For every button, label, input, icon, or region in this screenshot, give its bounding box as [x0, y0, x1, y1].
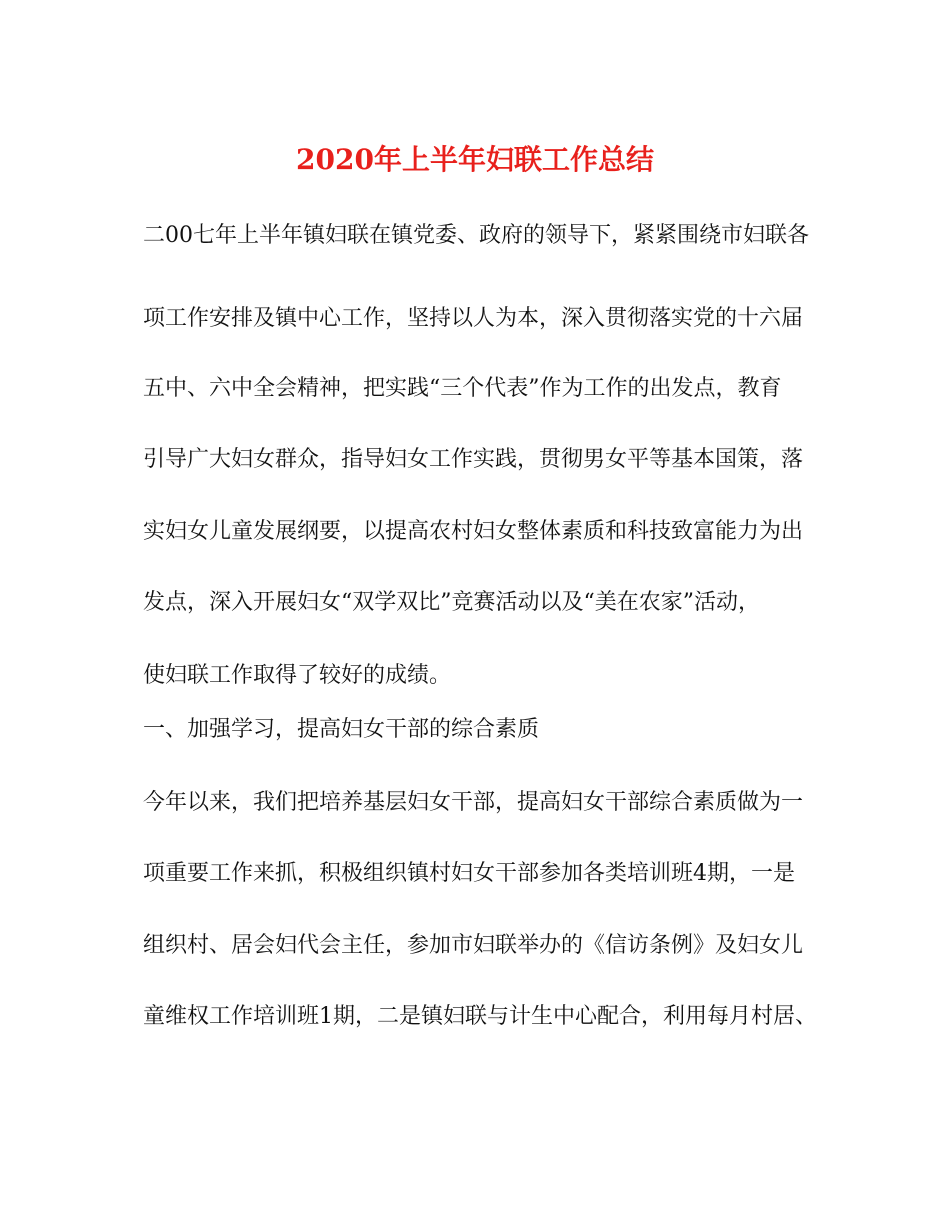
paragraph-line: 五中、六中全会精神，把实践“三个代表”作为工作的出发点，教育 — [143, 376, 782, 401]
paragraph-line: 今年以来，我们把培养基层妇女干部，提高妇女干部综合素质做为一 — [143, 790, 804, 815]
section-heading: 一、加强学习，提高妇女干部的综合素质 — [143, 717, 540, 742]
paragraph-line: 组织村、居会妇代会主任，参加市妇联举办的《信访条例》及妇女儿 — [143, 933, 804, 958]
paragraph-line: 实妇女儿童发展纲要，以提高农村妇女整体素质和科技致富能力为出 — [143, 519, 804, 544]
paragraph-line: 使妇联工作取得了较好的成绩。 — [143, 663, 452, 688]
paragraph-line: 项工作安排及镇中心工作，坚持以人为本，深入贯彻落实党的十六届 — [143, 306, 804, 331]
paragraph-line: 童维权工作培训班1期，二是镇妇联与计生中心配合，利用每月村居、 — [143, 1004, 817, 1029]
paragraph-line: 引导广大妇女群众，指导妇女工作实践，贯彻男女平等基本国策，落 — [143, 447, 804, 472]
paragraph-line: 二00七年上半年镇妇联在镇党委、政府的领导下，紧紧围绕市妇联各 — [143, 223, 809, 248]
document-title: 2020年上半年妇联工作总结 — [296, 143, 654, 176]
paragraph-line: 发点，深入开展妇女“双学双比”竞赛活动以及“美在农家”活动， — [143, 590, 760, 615]
paragraph-line: 项重要工作来抓，积极组织镇村妇女干部参加各类培训班4期，一是 — [143, 861, 795, 886]
